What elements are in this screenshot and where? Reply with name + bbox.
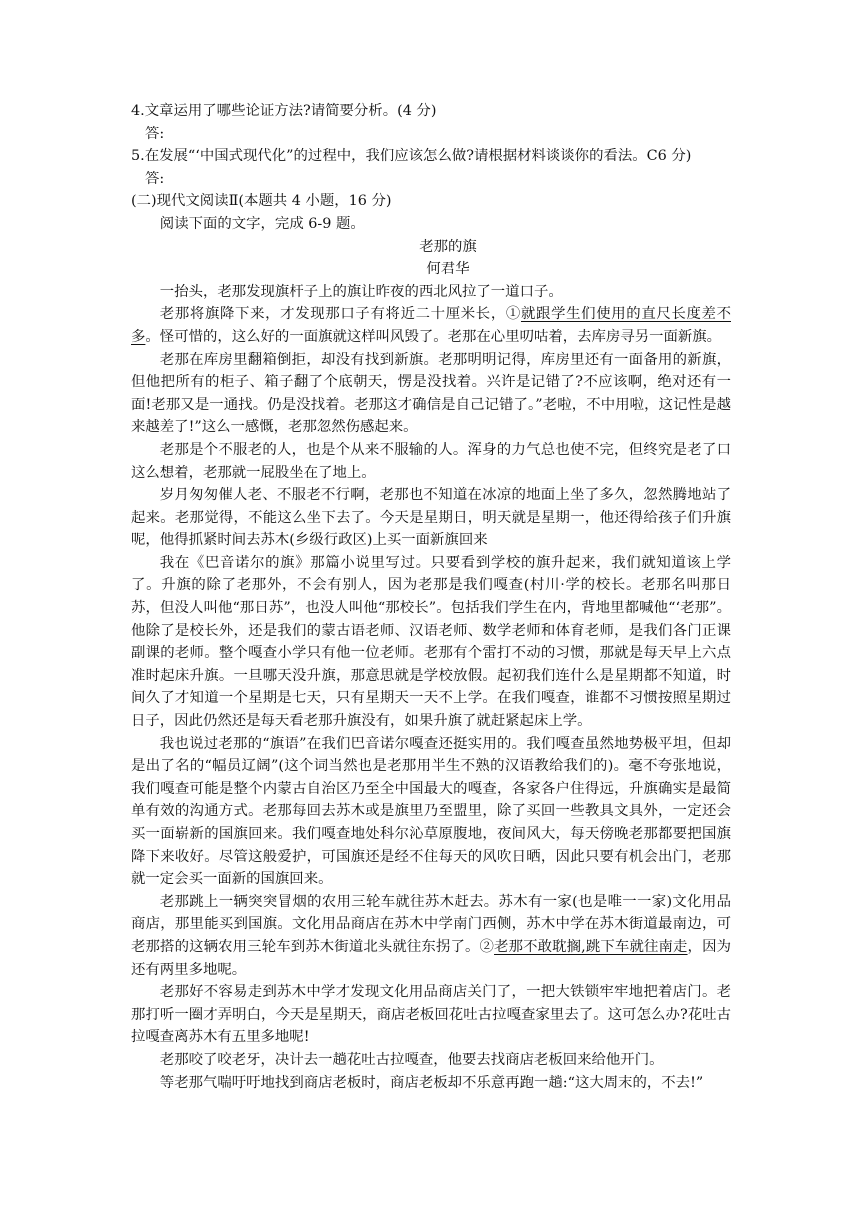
article-paragraph-10: 老那咬了咬老牙，决计去一趟花吐古拉嘎查，他要去找商店老板回来给他开门。 — [159, 1051, 664, 1068]
article-paragraph-4: 老那是个不服老的人，也是个从来不服输的人。浑身的力气总也使不完，但终究是老了口这么想着，老那就一屁股坐在了地上。 — [131, 441, 731, 481]
article-paragraph-2 — [131, 303, 731, 348]
article-paragraph-6: 我在《巴音诺尔的旗》那篇小说里写过。只要看到学校的旗升起来，我们就知道该上学了。升旗的除了老那外，不会有别人，因为老那是我们嘎查(村川·学的校长。老那名叫那日苏，但没人叫他“那日苏”，也没人叫他“那校长”。包括我们学生在内，背地里都喊他“‘老那”。他除了是校长外，还是我们的蒙古语老师、汉语老师、数学老师和体育老师，是我们各门正课副课的老师。整个嘎查小学只有他一位老师。老那有个雷打不动的习惯，那就是每天早上六点准时起床升旗。一旦哪天没升旗，那意思就是学校放假。起初我们连什么是星期都不知道，时间久了才知道一个星期是七天，只有星期天一天不上学。在我们嘎查，谁都不习惯按照星期过日子，因此仍然还是每天看老那升旗没有，如果升旗了就赶紧起床上学。 — [131, 554, 731, 730]
question-5-answer: 答: — [145, 170, 165, 187]
paragraph-2-text-b: 。怪可惜的，这么好的一面旗就这样叫风毁了。老那在心里叨咕着，去库房寻另一面新旗。 — [145, 328, 722, 345]
paragraph-8-text-a: 老那跳上一辆突突冒烟的农用三轮车就往苏木赶去。苏木有一家(也是唯一一家)文化用品商店，那里能买到国旗。文化用品商店在苏木中学南门西侧，苏木中学在苏木街道最南边，可老那搭的这辆农用三轮车到苏木街道北头就往东拐了。② — [131, 893, 731, 955]
paragraph-2-text-a: 老那将旗降下来，才发现那口子有将近二十厘米长，① — [159, 306, 521, 323]
underlined-sentence-2: 老那不敢耽搁,跳下车就往南走 — [494, 938, 688, 955]
article-paragraph-7: 我也说过老那的“旗语”在我们巴音诺尔嘎查还挺实用的。我们嘎查虽然地势极平坦，但却是出了名的“幅员辽阔”(这个词当然也是老那用半生不熟的汉语教给我们的)。毫不夸张地说，我们嘎查可能是整个内蒙古自治区乃至全中国最大的嘎查，各家各户住得远，升旗确实是最简单有效的沟通方式。老那每回去苏木或是旗里乃至盟里，除了买回一些教具文具外，一定还会买一面崭新的国旗回来。我们嘎查地处科尔沁草原腹地，夜间风大，每天傍晚老那都要把国旗降下来收好。尽管这般爱护，可国旗还是经不住每天的风吹日晒，因此只要有机会出门，老那就一定会买一面新的国旗回来。 — [131, 735, 731, 888]
article-paragraph-9: 老那好不容易走到苏木中学才发现文化用品商店关门了，一把大铁锁牢牢地把着店门。老那打听一圈才弄明白，今天是星期天，商店老板回花吐古拉嘎查家里去了。这可怎么办?花吐古拉嘎查离苏木有五里多地呢! — [131, 984, 731, 1046]
question-5: 5.在发展“‘中国式现代化”的过程中，我们应该怎么做?请根据材料谈谈你的看法。C6 分) — [131, 148, 692, 165]
article-title: 老那的旗 — [419, 238, 477, 255]
article-author: 何君华 — [426, 261, 470, 278]
article-paragraph-1: 一抬头，老那发现旗杆子上的旗让昨夜的西北风拉了一道口子。 — [159, 283, 563, 300]
question-4: 4.文章运用了哪些论证方法?请简要分析。(4 分) — [131, 103, 437, 119]
article-paragraph-8 — [131, 891, 731, 981]
article-paragraph-5: 岁月匆匆催人老、不服老不行啊，老那也不知道在冰凉的地面上坐了多久，忽然腾地站了起来。老那觉得，不能这么坐下去了。今天是星期日，明天就是星期一，他还得给孩子们升旗呢，他得抓紧时间去苏木(乡级行政区)上买一面新旗回来 — [131, 487, 731, 549]
section-heading: (二)现代文阅读Ⅱ(本题共 4 小题，16 分) — [131, 193, 392, 210]
underlined-sentence-1: 就跟学生们使用的直尺长度差不多 — [131, 306, 731, 345]
question-4-answer: 答: — [145, 125, 165, 142]
article-paragraph-3: 老那在库房里翻箱倒拒，却没有找到新旗。老那明明记得，库房里还有一面备用的新旗，但他把所有的柜子、箱子翻了个底朝天，愣是没找着。兴许是记错了?不应该啊，绝对还有一面!老那又是一通找。仍是没找着。老那这才确信是自己记错了。”老啦，不中用啦，这记性是越来越差了!”这么一感慨，老那忽然伤感起来。 — [131, 351, 731, 436]
section-instruction: 阅读下面的文字，完成 6-9 题。 — [159, 215, 365, 232]
paragraph-8-text-b: ，因为还有两里多地呢。 — [131, 938, 731, 978]
article-paragraph-11: 等老那气喘吁吁地找到商店老板时，商店老板却不乐意再跑一趟:“这大周末的，不去!” — [159, 1074, 704, 1091]
document-page — [131, 100, 731, 1094]
